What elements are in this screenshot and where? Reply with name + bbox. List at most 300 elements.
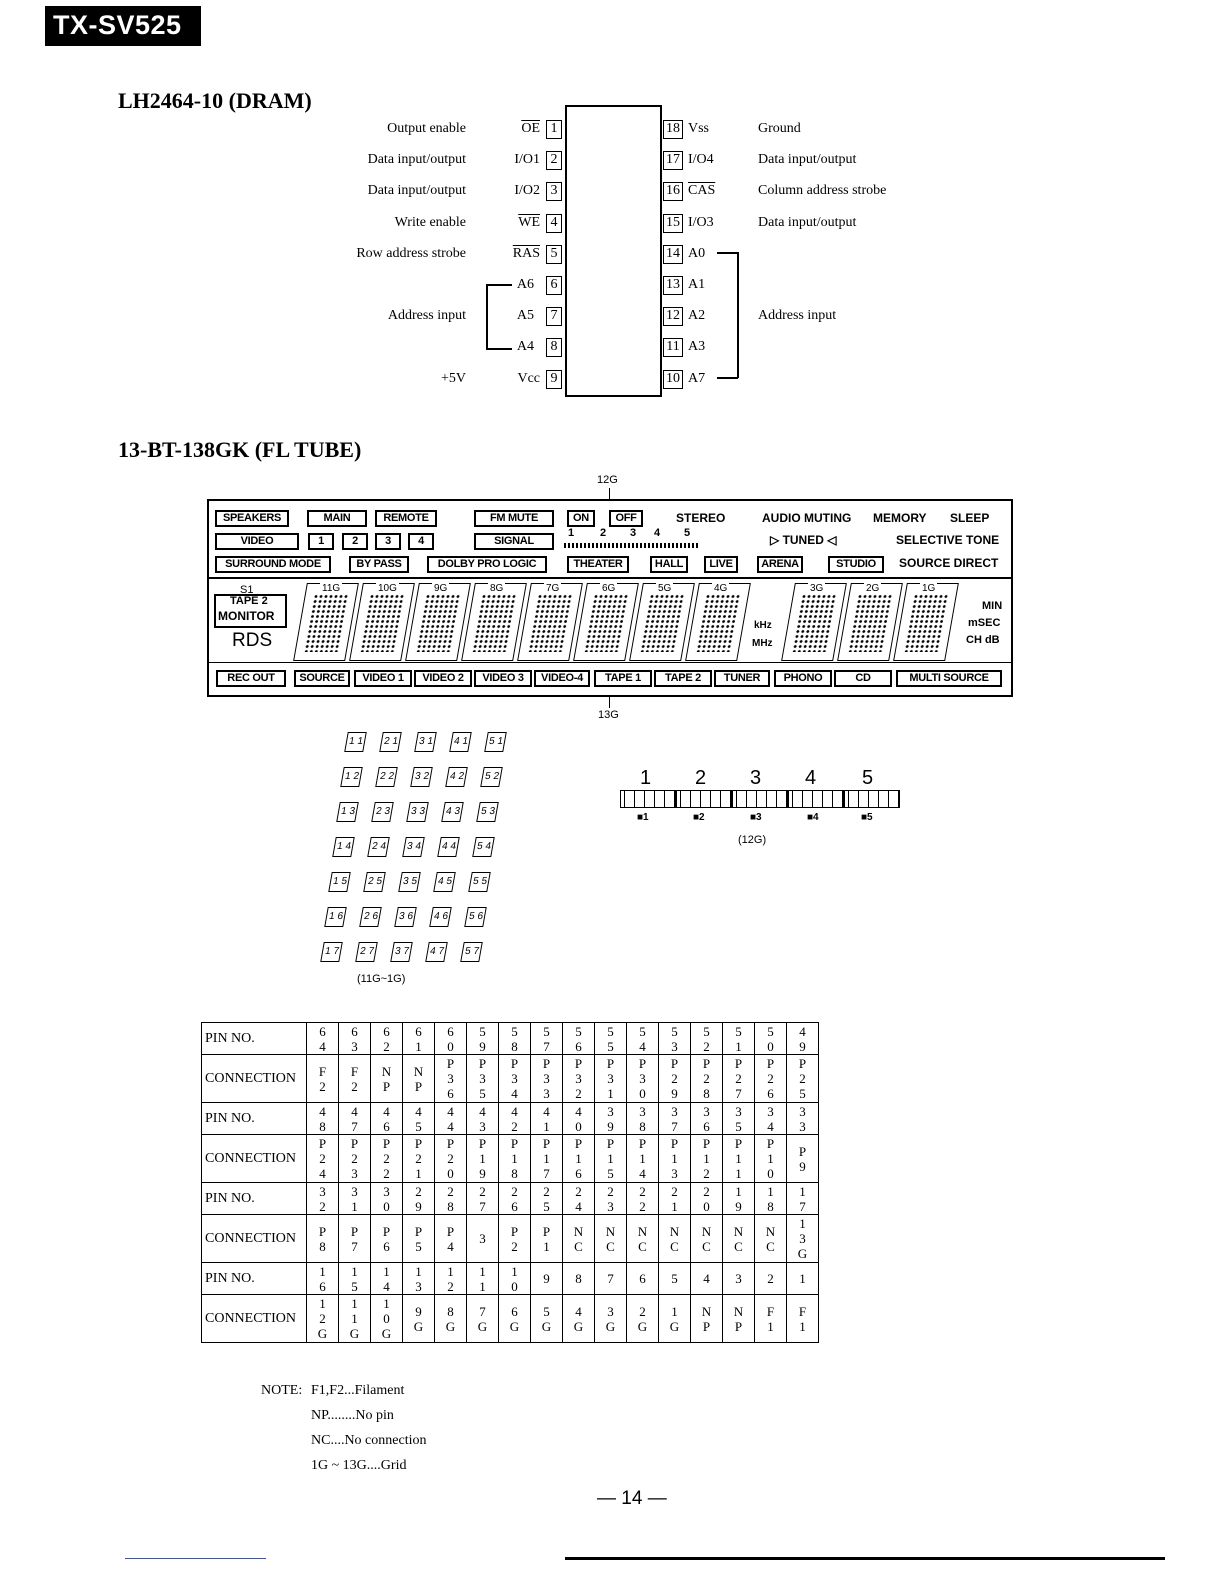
cell-char: 2 [639, 1198, 646, 1214]
signal-bar-label: ■5 [861, 812, 873, 823]
table-cell [595, 1135, 627, 1183]
source-indicator: VIDEO-4 [534, 670, 590, 687]
right-bracket-bottom [717, 377, 738, 379]
cell-char: 1 [415, 1166, 422, 1181]
cell-char: 1 [735, 1151, 742, 1166]
cell-char: 8 [511, 1038, 518, 1054]
table-cell [563, 1135, 595, 1183]
cell-char: 5 [415, 1118, 422, 1134]
cell-char: 1 [671, 1151, 678, 1166]
table-cell [403, 1295, 435, 1343]
pin-number-box: 2 [546, 151, 562, 170]
pin-name: $\overline{WE}$ [518, 215, 540, 230]
table-cell [435, 1215, 467, 1263]
table-cell [467, 1023, 499, 1055]
cell-char: 6 [511, 1303, 518, 1319]
cell-char: 6 [351, 1023, 358, 1039]
table-cell [659, 1103, 691, 1135]
table-cell [691, 1023, 723, 1055]
cell-char: 9 [479, 1166, 486, 1181]
fl-indicator: STUDIO [828, 556, 884, 573]
table-cell [563, 1103, 595, 1135]
cell-char: 0 [703, 1198, 710, 1214]
grid-top-lead [609, 488, 610, 499]
table-cell [595, 1183, 627, 1215]
fl-indicator: 2 [342, 533, 368, 550]
cell-char: C [766, 1238, 775, 1254]
note-line: F1,F2...Filament [311, 1383, 405, 1398]
cell-char: 1 [607, 1151, 614, 1166]
cell-char: 1 [703, 1151, 710, 1166]
cell-char: 1 [639, 1151, 646, 1166]
cell-char: 3 [575, 1071, 582, 1086]
table-cell [339, 1183, 371, 1215]
cell-char: 5 [543, 1303, 550, 1319]
table-cell [499, 1295, 531, 1343]
cell-char: 2 [319, 1078, 326, 1094]
signal-bar-label: ■3 [750, 812, 762, 823]
source-indicator: VIDEO 2 [414, 670, 472, 687]
table-cell [403, 1103, 435, 1135]
cell-char: 5 [735, 1023, 742, 1039]
table-cell [531, 1263, 563, 1295]
table-cell [467, 1295, 499, 1343]
cell-char: 7 [799, 1198, 806, 1214]
fl-indicator-text: SLEEP [950, 511, 990, 525]
row-header: CONNECTION [202, 1135, 307, 1183]
cell-char: N [605, 1223, 616, 1239]
cell-char: 1 [351, 1311, 358, 1326]
cell-char: 4 [415, 1103, 422, 1119]
cell-char: 3 [383, 1183, 390, 1199]
cell-char: 8 [575, 1271, 582, 1286]
fl-indicator: DOLBY PRO LOGIC [427, 556, 547, 573]
table-cell [755, 1135, 787, 1183]
rds-indicator: RDS [232, 630, 273, 651]
signal-bar-segments [564, 543, 700, 548]
cell-char: C [638, 1238, 647, 1254]
cell-char: 2 [639, 1183, 646, 1199]
cell-char: 6 [447, 1023, 454, 1039]
signal-level-number: 5 [862, 767, 874, 789]
segment-cell: 3 2 [410, 767, 433, 787]
fl-indicator-text: S1 [240, 584, 254, 596]
pin-number-box: 17 [663, 151, 683, 170]
segment-cell: 1 2 [340, 767, 363, 787]
segment-cell: 3 5 [398, 872, 421, 892]
left-bracket-top [486, 284, 512, 286]
fl-indicator-text: TAPE 2 [230, 595, 268, 607]
pin-description: Data input/output [758, 215, 857, 230]
segment-cell: 4 3 [441, 802, 464, 822]
cell-char: 1 [767, 1151, 774, 1166]
table-cell [435, 1103, 467, 1135]
cell-char: P [318, 1136, 327, 1151]
table-cell [723, 1263, 755, 1295]
grid-label: 4G [714, 583, 728, 594]
cell-char: P [542, 1223, 551, 1239]
table-cell [755, 1103, 787, 1135]
table-row [202, 1263, 819, 1295]
pin-number-box: 6 [546, 276, 562, 295]
table-cell [563, 1263, 595, 1295]
cell-char: 5 [607, 1166, 614, 1181]
pin-name: A2 [688, 308, 706, 323]
table-cell [339, 1295, 371, 1343]
cell-char: 2 [383, 1166, 390, 1181]
source-indicator: TAPE 2 [654, 670, 712, 687]
fl-indicator: SURROUND MODE [215, 556, 331, 573]
table-cell [339, 1135, 371, 1183]
cell-char: P [670, 1056, 679, 1071]
grid-label: 7G [546, 583, 560, 594]
cell-char: P [702, 1056, 711, 1071]
cell-char: 1 [543, 1238, 550, 1254]
fl-indicator: SIGNAL [474, 533, 554, 550]
segment-cell: 3 1 [414, 732, 437, 752]
pin-name: I/O3 [688, 215, 714, 230]
cell-char: 5 [543, 1023, 550, 1039]
cell-char: 1 [351, 1263, 358, 1279]
cell-char: 6 [415, 1023, 422, 1039]
cell-char: 1 [319, 1296, 326, 1311]
cell-char: P [446, 1136, 455, 1151]
row-header: PIN NO. [202, 1023, 307, 1055]
table-cell [755, 1215, 787, 1263]
row-header: PIN NO. [202, 1183, 307, 1215]
cell-char: 7 [543, 1166, 550, 1181]
cell-char: 1 [735, 1183, 742, 1199]
cell-char: 1 [319, 1263, 326, 1279]
cell-char: C [606, 1238, 615, 1254]
table-cell [659, 1135, 691, 1183]
dot-matrix [360, 594, 404, 652]
cell-char: 1 [799, 1271, 806, 1286]
signal-level-number: 5 [684, 527, 691, 539]
fl-indicator: OFF [609, 510, 643, 527]
dot-matrix [640, 594, 684, 652]
signal-segment-block [844, 790, 900, 808]
pin-number-box: 15 [663, 214, 683, 233]
row-header: CONNECTION [202, 1215, 307, 1263]
pin-name: $\overline{RAS}$ [512, 246, 540, 261]
table-cell [627, 1215, 659, 1263]
table-cell [563, 1183, 595, 1215]
table-cell [307, 1263, 339, 1295]
cell-char: P [414, 1223, 423, 1239]
segment-cell: 4 1 [449, 732, 472, 752]
segment-cell: 3 3 [406, 802, 429, 822]
table-cell [787, 1103, 819, 1135]
pin-number-box: 16 [663, 182, 683, 201]
cell-char: 2 [703, 1166, 710, 1181]
cell-char: G [669, 1318, 680, 1334]
grid-label: 8G [490, 583, 504, 594]
cell-char: 9 [607, 1118, 614, 1134]
cell-char: P [382, 1136, 391, 1151]
cell-char: P [734, 1136, 743, 1151]
source-indicator: TUNER [714, 670, 770, 687]
table-cell [371, 1215, 403, 1263]
cell-char: 5 [671, 1271, 678, 1286]
table-cell [499, 1263, 531, 1295]
table-cell [467, 1103, 499, 1135]
cell-char: 2 [767, 1071, 774, 1086]
signal-level-number: 2 [695, 767, 707, 789]
cell-char: 4 [639, 1166, 646, 1181]
segment-cell: 2 2 [375, 767, 398, 787]
cell-char: N [733, 1303, 744, 1319]
cell-char: 2 [703, 1183, 710, 1199]
table-cell [691, 1183, 723, 1215]
cell-char: G [573, 1318, 584, 1334]
cell-char: 4 [319, 1103, 326, 1119]
table-cell [371, 1263, 403, 1295]
cell-char: G [541, 1318, 552, 1334]
table-cell [339, 1215, 371, 1263]
signal-segment-block [788, 790, 844, 808]
cell-char: P [734, 1056, 743, 1071]
table-cell [755, 1183, 787, 1215]
cell-char: 6 [383, 1118, 390, 1134]
table-cell [435, 1055, 467, 1103]
dot-matrix [848, 594, 892, 652]
cell-char: 2 [639, 1303, 646, 1319]
table-cell [499, 1135, 531, 1183]
table-cell [691, 1103, 723, 1135]
table-row [202, 1215, 819, 1263]
cell-char: 3 [671, 1103, 678, 1119]
source-indicator: MULTI SOURCE [896, 670, 1002, 687]
cell-char: F [766, 1303, 775, 1319]
source-indicator: SOURCE [294, 670, 350, 687]
pin-number-box: 4 [546, 214, 562, 233]
table-cell [723, 1055, 755, 1103]
right-address-bracket [737, 252, 739, 378]
segment-cell: 1 1 [344, 732, 367, 752]
signal-caption: (12G) [738, 834, 767, 846]
pin-number-box: 9 [546, 370, 562, 389]
table-cell [531, 1295, 563, 1343]
pin-name: A5 [516, 308, 534, 323]
cell-char: 3 [703, 1103, 710, 1119]
cell-char: 4 [383, 1278, 390, 1294]
table-cell [627, 1183, 659, 1215]
cell-char: 3 [351, 1166, 358, 1181]
cell-char: P [542, 1136, 551, 1151]
cell-char: 3 [607, 1198, 614, 1214]
cell-char: 1 [479, 1263, 486, 1279]
pin-number-box: 10 [663, 370, 683, 389]
cell-char: 4 [511, 1103, 518, 1119]
cell-char: F [350, 1063, 359, 1079]
row-header: PIN NO. [202, 1263, 307, 1295]
table-row [202, 1055, 819, 1103]
pin-number-box: 11 [663, 338, 683, 357]
cell-char: C [670, 1238, 679, 1254]
dot-matrix [416, 594, 460, 652]
table-cell [595, 1215, 627, 1263]
cell-char: P [542, 1056, 551, 1071]
cell-char: 1 [799, 1183, 806, 1199]
footer-rule-left [125, 1558, 266, 1559]
segment-cell: 2 3 [371, 802, 394, 822]
table-cell [371, 1103, 403, 1135]
fl-indicator: FM MUTE [474, 510, 554, 527]
cell-char: 2 [767, 1271, 774, 1286]
fl-indicator: REMOTE [375, 510, 437, 527]
cell-char: 4 [511, 1086, 518, 1101]
table-cell [723, 1135, 755, 1183]
table-cell [627, 1023, 659, 1055]
pin-number-box: 18 [663, 120, 683, 139]
table-cell [787, 1295, 819, 1343]
fl-indicator: MAIN [307, 510, 367, 527]
cell-char: 5 [607, 1023, 614, 1039]
fl-indicator: ARENA [757, 556, 803, 573]
fl-row-divider [209, 577, 1011, 579]
cell-char: 5 [767, 1023, 774, 1039]
pin-description: Address input [387, 308, 466, 323]
table-cell [307, 1023, 339, 1055]
cell-char: 2 [671, 1071, 678, 1086]
table-cell [595, 1055, 627, 1103]
table-cell [435, 1023, 467, 1055]
model-tag: TX-SV525 [45, 6, 201, 46]
cell-char: 8 [447, 1303, 454, 1319]
segment-cell: 2 7 [355, 942, 378, 962]
cell-char: 8 [639, 1118, 646, 1134]
cell-char: 4 [799, 1023, 806, 1039]
cell-char: P [766, 1136, 775, 1151]
cell-char: 3 [479, 1071, 486, 1086]
dot-matrix [904, 594, 948, 652]
cell-char: 4 [447, 1118, 454, 1134]
cell-char: 3 [639, 1071, 646, 1086]
table-cell [499, 1183, 531, 1215]
cell-char: 5 [479, 1086, 486, 1101]
cell-char: 3 [415, 1278, 422, 1294]
table-cell [307, 1183, 339, 1215]
grid-label: 2G [866, 583, 880, 594]
cell-char: 7 [351, 1118, 358, 1134]
cell-char: 3 [447, 1071, 454, 1086]
cell-char: 1 [671, 1198, 678, 1214]
cell-char: 0 [447, 1166, 454, 1181]
cell-char: 4 [543, 1103, 550, 1119]
cell-char: P [446, 1223, 455, 1239]
table-cell [531, 1055, 563, 1103]
cell-char: 3 [735, 1271, 742, 1286]
cell-char: 1 [575, 1151, 582, 1166]
table-cell [595, 1295, 627, 1343]
table-cell [787, 1215, 819, 1263]
signal-segment-block [620, 790, 676, 808]
cell-char: 3 [543, 1086, 550, 1101]
unit-label: MHz [752, 638, 773, 649]
cell-char: P [702, 1136, 711, 1151]
cell-char: 6 [383, 1238, 390, 1254]
cell-char: 9 [415, 1303, 422, 1319]
pin-number-box: 5 [546, 245, 562, 264]
segment-cell: 2 6 [359, 907, 382, 927]
table-cell [627, 1295, 659, 1343]
signal-segment-block [732, 790, 788, 808]
cell-char: 2 [607, 1183, 614, 1199]
table-cell [627, 1103, 659, 1135]
cell-char: 3 [671, 1038, 678, 1054]
table-cell [499, 1055, 531, 1103]
cell-char: 5 [511, 1023, 518, 1039]
table-cell [307, 1055, 339, 1103]
cell-char: 3 [511, 1071, 518, 1086]
pin-name: A6 [516, 277, 534, 292]
unit-label: kHz [754, 620, 772, 631]
cell-char: 5 [543, 1198, 550, 1214]
tuned-indicator: ▷ TUNED ◁ [770, 533, 837, 547]
cell-char: 9 [415, 1198, 422, 1214]
grid-bottom-lead [609, 697, 610, 708]
cell-char: G [637, 1318, 648, 1334]
cell-char: 4 [319, 1166, 326, 1181]
cell-char: 2 [351, 1078, 358, 1094]
grid-label: 11G [322, 583, 341, 594]
cell-char: 5 [351, 1278, 358, 1294]
cell-char: 3 [799, 1103, 806, 1119]
cell-char: 1 [415, 1038, 422, 1054]
table-cell [499, 1023, 531, 1055]
cell-char: P [798, 1056, 807, 1071]
cell-char: 9 [543, 1271, 550, 1286]
segment-cell: 5 3 [476, 802, 499, 822]
cell-char: 2 [543, 1183, 550, 1199]
dot-matrix [472, 594, 516, 652]
cell-char: N [413, 1063, 424, 1079]
table-cell [467, 1183, 499, 1215]
cell-char: 2 [511, 1183, 518, 1199]
pin-name: $\overline{OE}$ [521, 121, 540, 136]
signal-level-number: 3 [750, 767, 762, 789]
table-cell [403, 1263, 435, 1295]
cell-char: P [318, 1223, 327, 1239]
table-cell [467, 1055, 499, 1103]
cell-char: G [509, 1318, 520, 1334]
cell-char: 6 [319, 1023, 326, 1039]
cell-char: 5 [575, 1023, 582, 1039]
cell-char: 1 [511, 1151, 518, 1166]
signal-segment-block [676, 790, 732, 808]
cell-char: N [733, 1223, 744, 1239]
segment-cell: 1 7 [320, 942, 343, 962]
cell-char: P [414, 1136, 423, 1151]
segment-cell: 3 7 [390, 942, 413, 962]
pin-name: A1 [688, 277, 706, 292]
cell-char: 5 [607, 1038, 614, 1054]
cell-char: 7 [735, 1086, 742, 1101]
source-indicator: TAPE 1 [594, 670, 652, 687]
cell-char: 1 [799, 1318, 806, 1334]
cell-char: 3 [639, 1103, 646, 1119]
table-cell [659, 1295, 691, 1343]
signal-level-number: 1 [640, 767, 652, 789]
cell-char: 1 [767, 1183, 774, 1199]
table-cell [691, 1215, 723, 1263]
table-cell [691, 1295, 723, 1343]
cell-char: 4 [447, 1238, 454, 1254]
pin-name: A4 [516, 339, 534, 354]
cell-char: P [350, 1223, 359, 1239]
cell-char: 6 [511, 1198, 518, 1214]
